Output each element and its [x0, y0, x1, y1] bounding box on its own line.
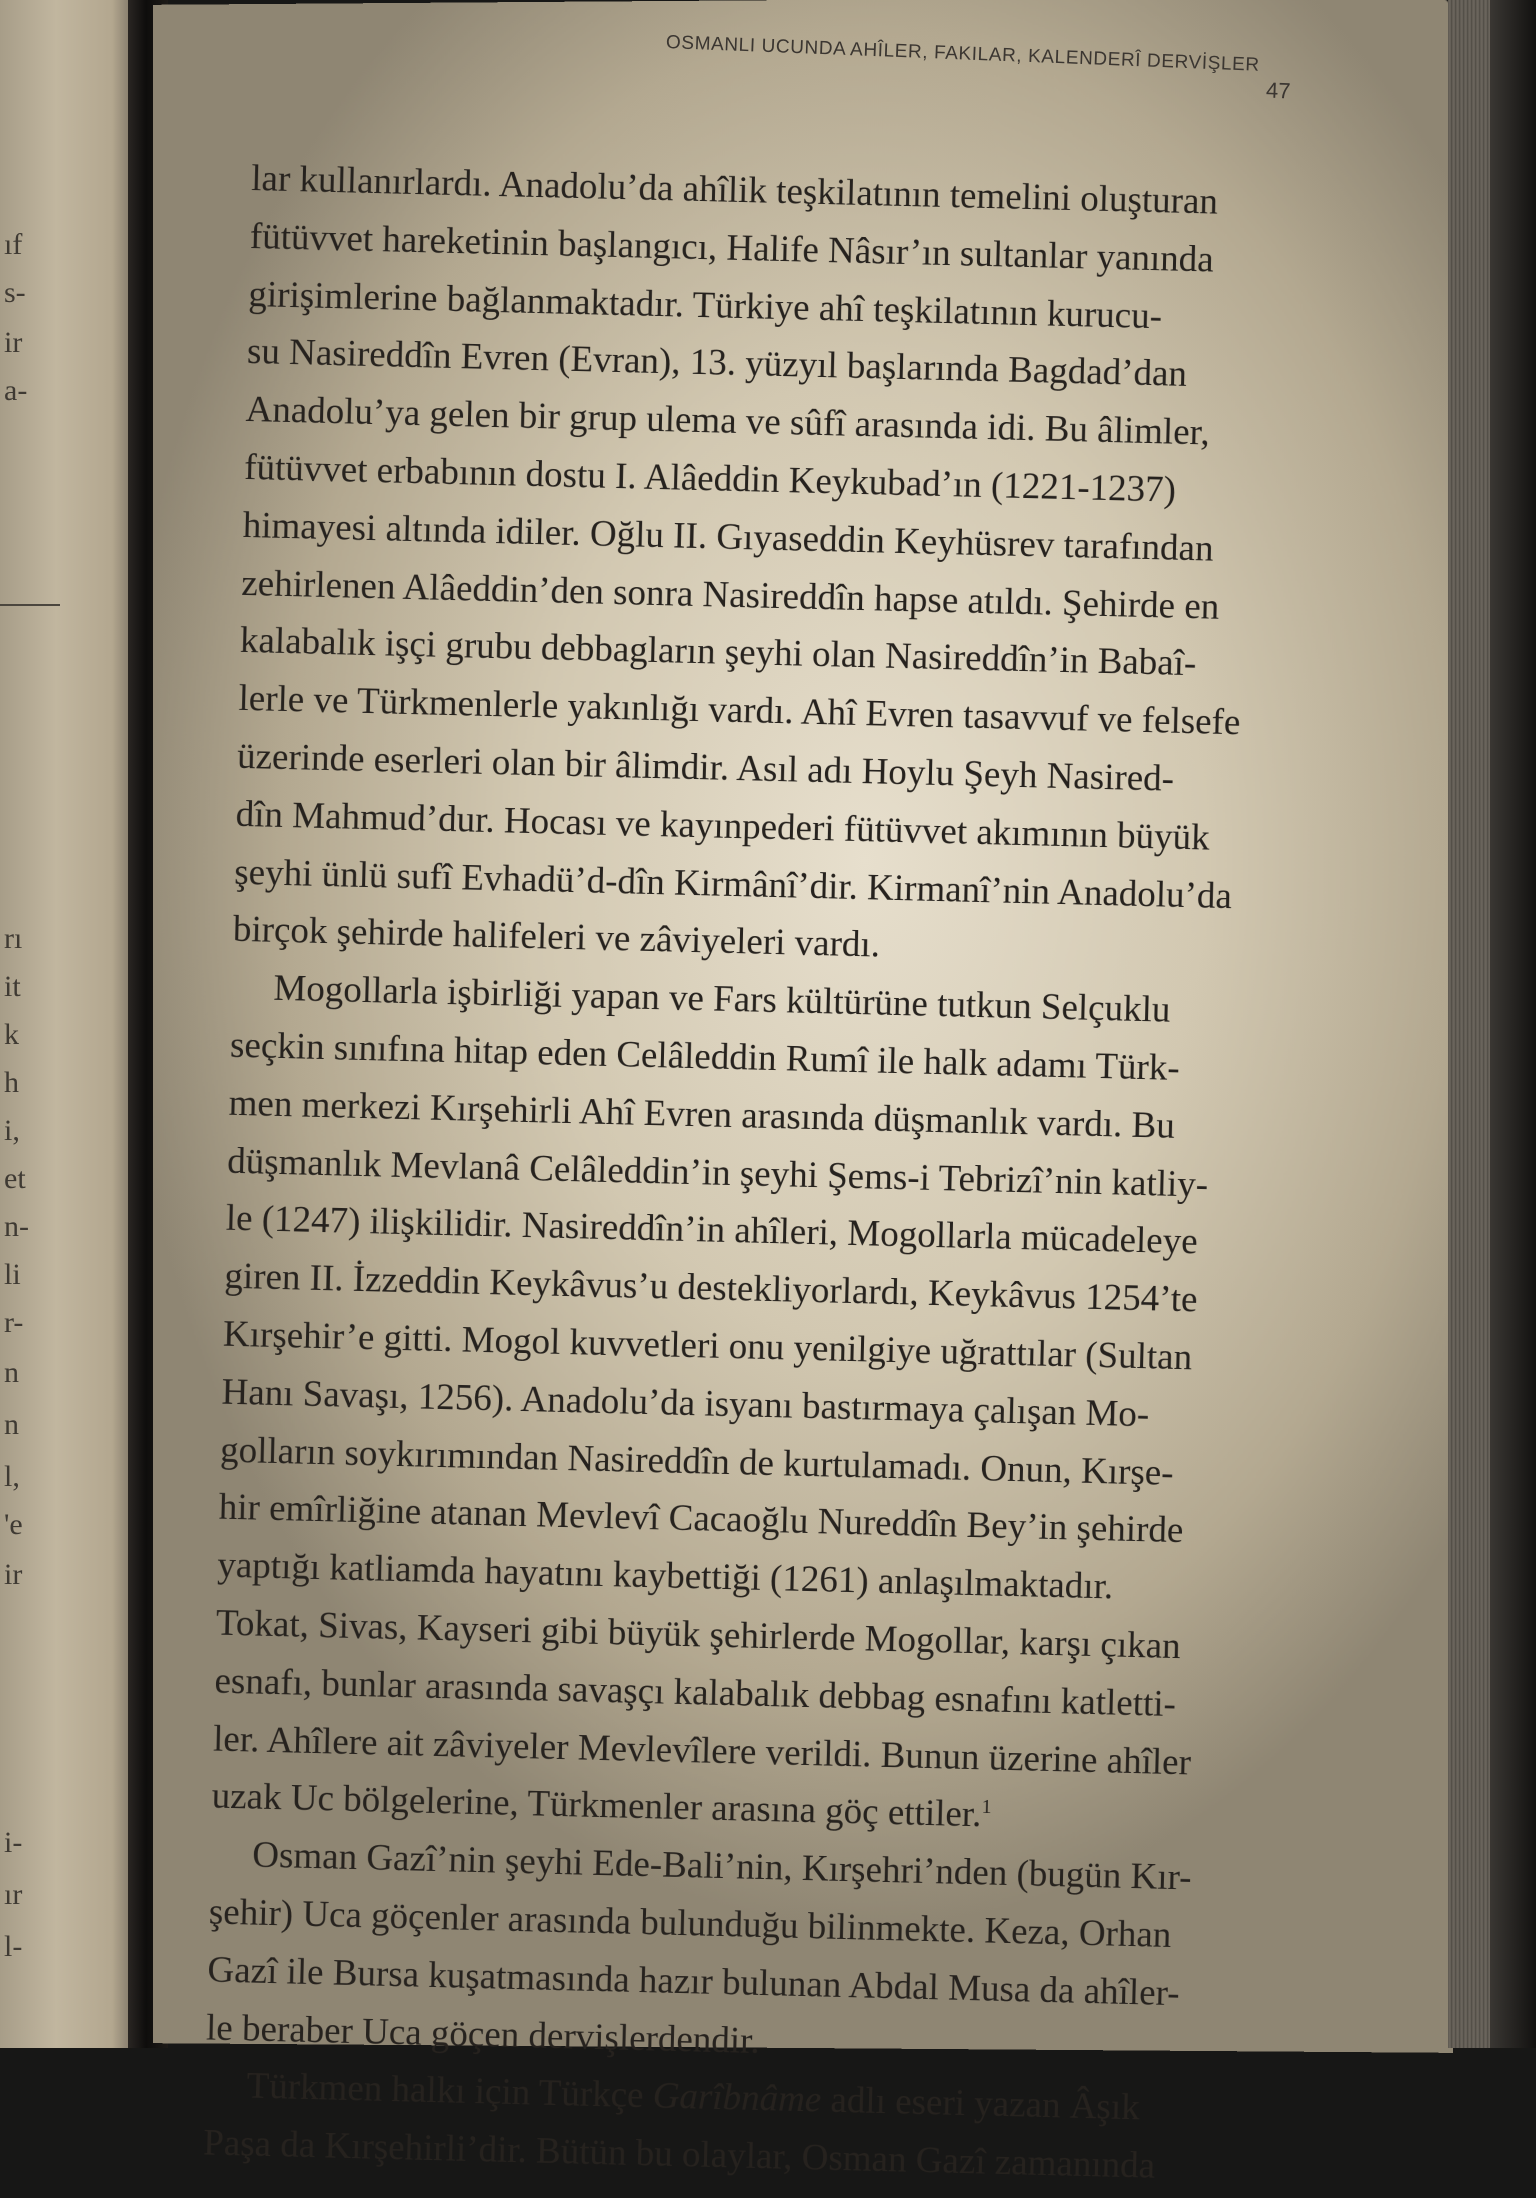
page-number: 47 [1265, 77, 1291, 104]
left-fragment: i- [4, 1826, 23, 1859]
paragraph-3 [205, 1826, 1270, 2083]
text-line: birçok şehirde halifeleri ve zâviyeleri vardı. [232, 909, 881, 966]
footnote-marker: 1 [981, 1796, 992, 1819]
left-fragment: et [4, 1162, 26, 1195]
text-line: düşmanlık Mevlanâ Celâleddin’in şeyhi Şems-i Tebrizî’nin katliy- [226, 1140, 1209, 1206]
text-segment: Türkmen halkı için Türkçe [246, 2065, 654, 2117]
text-line: kalabalık işçi grubu debbagların şeyhi olan Nasireddîn’in Babaî- [239, 620, 1197, 685]
left-page [0, 0, 140, 2048]
left-fragment: l- [4, 1930, 23, 1963]
left-page-rule [0, 604, 60, 606]
text-line: şeyhi ünlü sufî Evhadü’d-dîn Kirmânî’dir. Kirmanî’nin Anadolu’da [233, 851, 1233, 917]
left-fragment: n [4, 1408, 19, 1441]
left-fragment: ıf [4, 228, 23, 261]
running-head: OSMANLI UCUNDA AHÎLER, FAKILAR, KALENDERÎ DERVİŞLER [665, 32, 1261, 76]
text-line: esnafı, bunlar arasında savaşçı kalabalık debbag esnafını katletti- [214, 1660, 1177, 1725]
left-fragment: ir [4, 326, 23, 359]
text-line: Paşa da Kırşehirli’dir. Bütün bu olaylar, Osman Gazî zamanında [202, 2122, 1156, 2187]
left-fragment: n [4, 1356, 19, 1389]
left-fragment: r- [4, 1306, 24, 1339]
text-line: şehir) Uca göçenler arasında bulunduğu bilinmekte. Keza, Orhan [208, 1891, 1172, 1956]
text-line: fütüvvet erbabının dostu I. Alâeddin Keykubad’ın (1221-1237) [243, 446, 1177, 511]
left-fragment: l, [4, 1460, 20, 1493]
text-line: le (1247) ilişkilidir. Nasireddîn’in ahîleri, Mogollarla mücadeleye [225, 1198, 1199, 1263]
text-line: himayesi altında idiler. Oğlu II. Gıyaseddin Keyhüsrev tarafından [242, 504, 1215, 570]
text-line: Tokat, Sivas, Kayseri gibi büyük şehirlerde Mogollar, karşı çıkan [215, 1602, 1182, 1668]
left-fragment: it [4, 970, 21, 1003]
left-fragment: li [4, 1258, 21, 1291]
text-line: Hanı Savaşı, 1256). Anadolu’da isyanı bastırmaya çalışan Mo- [221, 1371, 1150, 1436]
text-line-content: uzak Uc bölgelerine, Türkmenler arasına göç ettiler. [211, 1775, 982, 1836]
paragraph-2 [211, 959, 1292, 1852]
text-line: seçkin sınıfına hitap eden Celâleddin Rumî ile halk adamı Türk- [229, 1024, 1181, 1089]
text-line: yaptığı katliamda hayatını kaybettiği (1261) anlaşılmaktadır. [216, 1544, 1114, 1608]
left-fragment: s- [4, 276, 26, 309]
text-line: giren II. İzzeddin Keykâvus’u destekliyorlardı, Keykâvus 1254’te [223, 1255, 1199, 1321]
text-line: le beraber Uca göçen dervişlerdendir. [205, 2006, 761, 2062]
paragraph-1 [232, 150, 1311, 985]
left-fragment: a- [4, 374, 28, 407]
left-fragment: rı [4, 922, 23, 955]
text-line: zehirlenen Alâeddin’den sonra Nasireddîn hapse atıldı. Şehirde en [240, 562, 1220, 628]
paragraph-4 [203, 2057, 1266, 2198]
text-line: men merkezi Kırşehirli Ahî Evren arasında düşmanlık vardı. Bu [228, 1082, 1176, 1147]
text-segment: adlı eseri yazan Âşık [820, 2079, 1141, 2129]
text-line: dîn Mahmud’dur. Hocası ve kayınpederi fütüvvet akımının büyük [235, 793, 1211, 859]
body-text [203, 150, 1312, 2198]
text-line: su Nasireddîn Evren (Evran), 13. yüzyıl başlarında Bagdad’dan [246, 331, 1188, 396]
text-line: hir emîrliğine atanan Mevlevî Cacaoğlu Nureddîn Bey’in şehirde [218, 1486, 1184, 1552]
text-line: lerle ve Türkmenlerle yakınlığı vardı. Ahî Evren tasavvuf ve felsefe [238, 678, 1241, 744]
left-fragment: 'e [4, 1508, 23, 1541]
left-fragment: k [4, 1018, 19, 1051]
text-line: Kırşehir’e gitti. Mogol kuvvetleri onu yenilgiye uğrattılar (Sultan [222, 1313, 1193, 1379]
left-fragment: i, [4, 1114, 20, 1147]
text-line: Anadolu’ya gelen bir grup ulema ve sûfî arasında idi. Bu âlimler, [245, 389, 1211, 454]
left-fragment: ir [4, 1558, 23, 1591]
left-fragment: h [4, 1066, 19, 1099]
text-line: Osman Gazî’nin şeyhi Ede-Bali’nin, Kırşehri’nden (bugün Kır- [251, 1834, 1192, 1899]
page-stack-shadow [1490, 0, 1536, 2048]
text-line: fütüvvet hareketinin başlangıcı, Halife Nâsır’ın sultanlar yanında [249, 215, 1215, 281]
left-fragment: ır [4, 1878, 23, 1911]
text-line: golların soykırımından Nasireddîn de kurtulamadı. Onun, Kırşe- [219, 1429, 1175, 1494]
text-line: girişimlerine bağlanmaktadır. Türkiye ahî teşkilatının kurucu- [247, 273, 1163, 337]
left-fragment: n- [4, 1210, 29, 1243]
text-line: üzerinde eserleri olan bir âlimdir. Asıl adı Hoylu Şeyh Nasired- [236, 735, 1175, 800]
text-line: lar kullanırlardı. Anadolu’da ahîlik teşkilatının temelini oluşturan [250, 157, 1219, 223]
book-title-italic: Garîbnâme [652, 2075, 822, 2121]
text-line: Mogollarla işbirliği yapan ve Fars kültürüne tutkun Selçuklu [273, 967, 1171, 1031]
text-line: ler. Ahîlere ait zâviyeler Mevlevîlere verildi. Bunun üzerine ahîler [212, 1718, 1192, 1783]
text-line: Gazî ile Bursa kuşatmasında hazır bulunan Abdal Musa da ahîler- [207, 1949, 1181, 2014]
